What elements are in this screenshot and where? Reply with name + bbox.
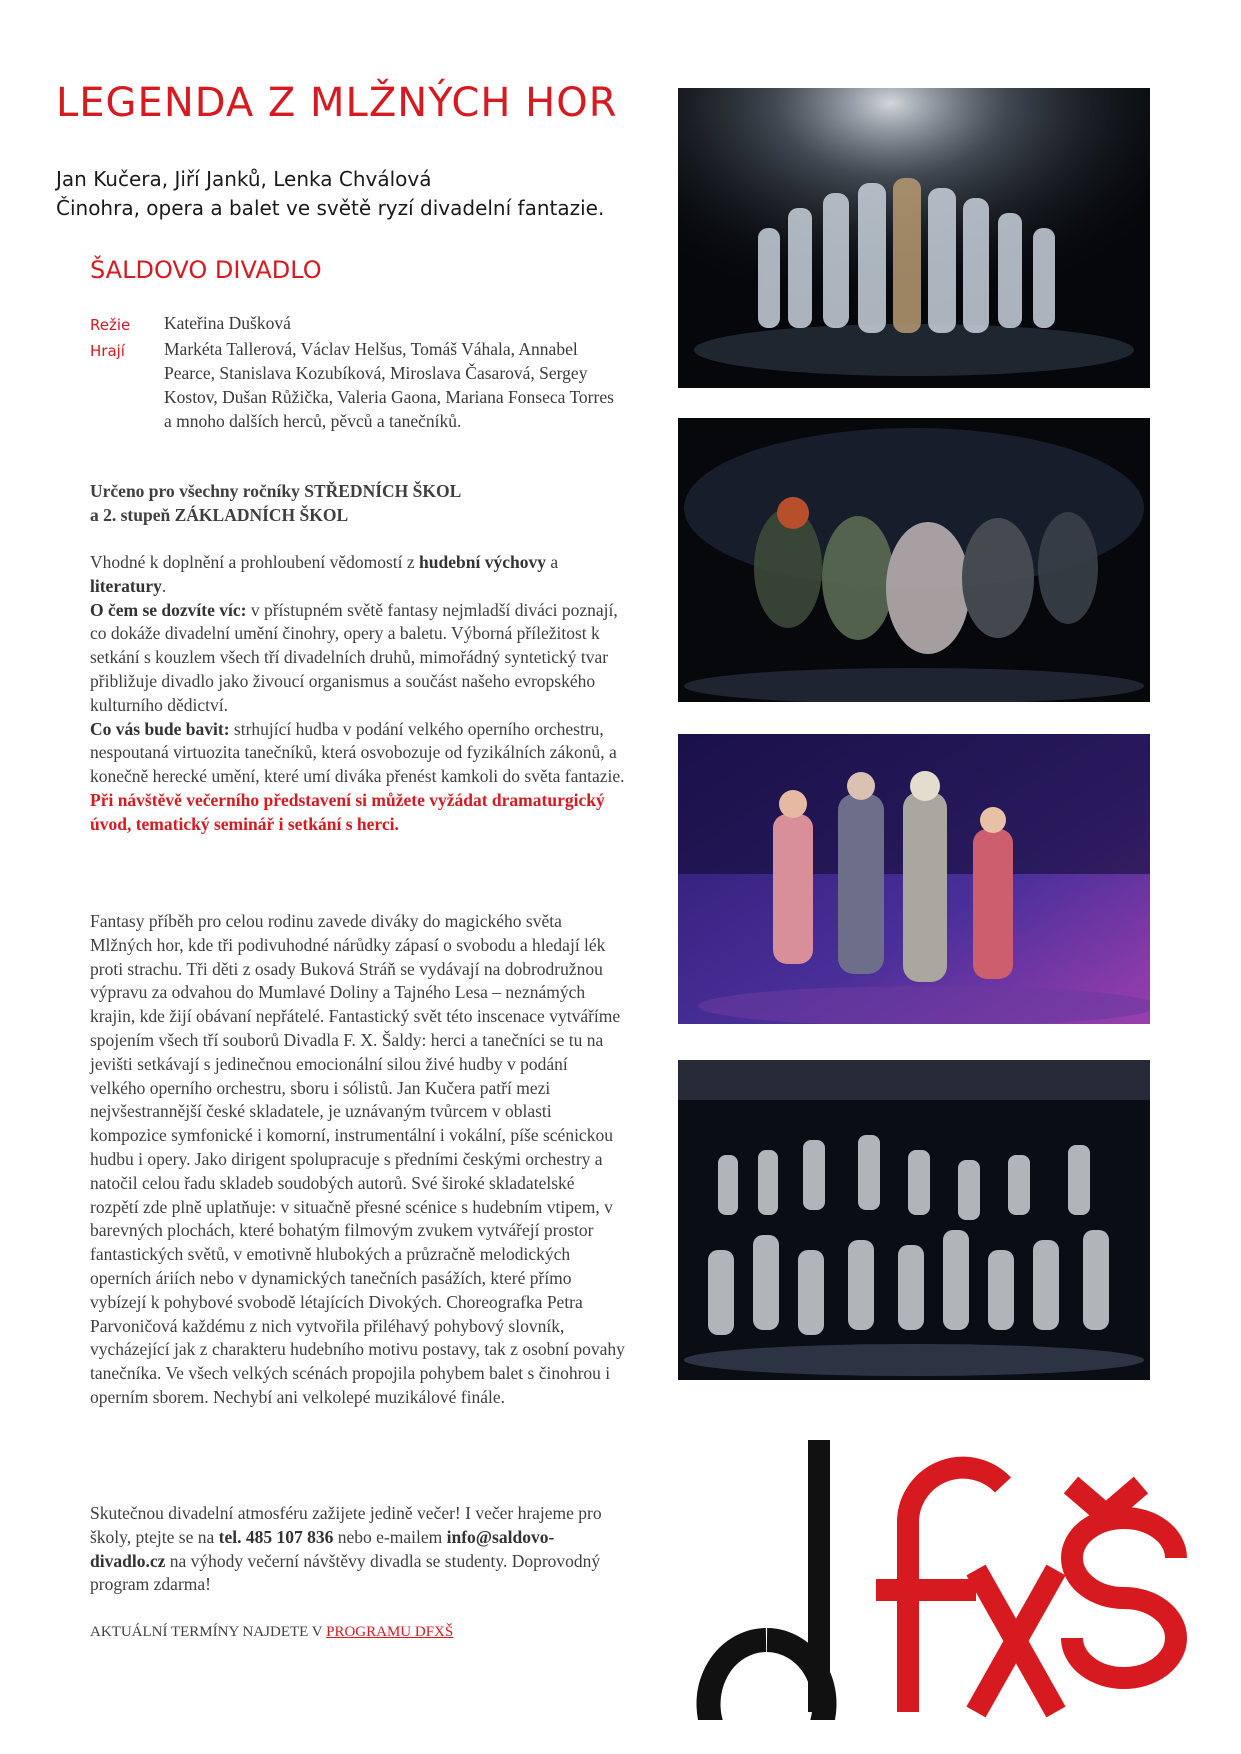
intro-text: Vhodné k doplnění a prohloubení vědomostí z <box>90 552 420 572</box>
stage-photo-4 <box>678 1060 1150 1380</box>
contact-text-mid: nebo e-mailem <box>333 1526 447 1547</box>
theatre-heading: ŠALDOVO DIVADLO <box>90 256 322 284</box>
credit-direction <box>90 311 620 337</box>
contact-phone[interactable]: tel. 485 107 836 <box>218 1526 334 1547</box>
contact-text-pre: Skutečnou divadelní atmosféru zažijete jedině večer! I večer hrajeme pro školy, ptejte se na <box>90 1503 602 1547</box>
intro-music: hudební výchovy <box>419 552 546 572</box>
story-paragraph: Fantasy příběh pro celou rodinu zavede diváky do magického světa Mlžných hor, kde tři podivuhodné nárůdky zápasí o svobodu a hledají lék proti strachu. Tři děti z osady Buková Stráň se vydávají na dobrodružnou výpravu za odvahou do Mumlavé Doliny a Tajného Lesa – neznámých krajin, kde žijí obávaní nepřátelé. Fantastický svět této inscenace vytváříme spojením všech tří souborů Divadla F. X. Šaldy: herci a tanečníci se tu na jevišti setkávají s jedinečnou emocionální silou živé hudby v podání velkého operního orchestru, sboru i sólistů. Jan Kučera patří mezi nejvšestrannější české skladatele, je uznávaným tvůrcem v oblasti kompozice symfonické i komorní, instrumentální i vokální, píše scénickou hudbu i opery. Jako dirigent spolupracuje s předními českými orchestry a natočil celou řadu skladeb soudobých autorů. Své široké skladatelské rozpětí zde plně uplatňuje: v situačně přesné scénice s hudebním vtipem, v barevných plochách, které bohatým filmovým zvukem vytvářejí prostor fantastických světů, v emotivně hlubokých a průzračně melodických operních áriích nebo v dynamických tanečních pasážích, které přímo vybízejí k pohybové svobodě létajících Divokých. Choreografka Petra Parvoničová každému z nich vytvořila přiléhavý pohybový slovník, vycházející jak z charakteru hudebního motivu postavy, tak z osobní povahy tanečníka. Ve všech velkých scénách propojila pohybem balet s činohrou i operním sborem. Nechybí ani velkolepé muzikálové finále. <box>90 911 625 1407</box>
stage-photo-2 <box>678 418 1150 702</box>
target-line-1: Určeno pro všechny ročníky STŘEDNÍCH ŠKOL <box>90 481 462 501</box>
stage-photo-3-image <box>678 734 1150 1024</box>
footer-text: AKTUÁLNÍ TERMÍNY NAJDETE V <box>90 1624 327 1640</box>
intro-literature: literatury <box>90 575 162 596</box>
logo-letters-fxs <box>876 1468 1176 1712</box>
subtitle <box>56 165 616 223</box>
stage-photo-4-image <box>678 1060 1150 1380</box>
stage-photo-2-image <box>678 418 1150 702</box>
stage-photo-1 <box>678 88 1150 388</box>
contact-email[interactable]: info@saldovo-divadlo.cz <box>90 1526 555 1571</box>
program-link[interactable]: PROGRAMU DFXŠ <box>326 1624 454 1640</box>
learn-text: v přístupném světě fantasy nejmladší diváci poznají, co dokáže divadelní umění činohry, opery a baletu. Výborná příležitost k setkání s kouzlem všech tří divadelních druhů, mimořádný syntetický tvar přibližuje divadlo jako živoucí organismus a součást našeho evropského kulturního dědictví. <box>90 599 618 715</box>
page-title: LEGENDA Z MLŽNÝCH HOR <box>56 80 618 126</box>
contact-text-post: na výhody večerní návštěvy divadla se studenty. Doprovodný program zdarma! <box>90 1550 601 1595</box>
stage-photo-1-image <box>678 88 1150 388</box>
dfxs-logo <box>676 1440 1206 1720</box>
stage-photo-3 <box>678 734 1150 1024</box>
intro-end: . <box>161 575 167 596</box>
cast-value: Markéta Tallerová, Václav Helšus, Tomáš Váhala, Annabel Pearce, Stanislava Kozubíková, Miroslava Časarová, Sergey Kostov, Dušan Růžička, Valeria Gaona, Mariana Fonseca Torres a mnoho dalších herců, pěvců a tanečníků. <box>164 339 614 431</box>
credit-cast <box>90 337 620 433</box>
fun-text: strhující hudba v podání velkého operního orchestru, nespoutaná virtuozita tanečníků, která osvobozuje od fyzikálních zákonů, a konečně herecké umění, které umí diváka přenést kamkoli do světa fantazie. <box>90 718 625 787</box>
educational-block <box>90 551 626 837</box>
target-audience <box>90 480 626 528</box>
intro-paragraph <box>90 551 626 599</box>
fun-paragraph <box>90 718 626 789</box>
credits <box>90 311 620 433</box>
logo-letter-d <box>709 1440 831 1720</box>
intro-and: a <box>545 552 559 572</box>
cast-label: Hrají <box>90 342 125 360</box>
tagline: Činohra, opera a balet ve světě ryzí divadelní fantazie. <box>56 196 605 220</box>
fun-label: Co vás bude bavit: <box>90 718 230 739</box>
learn-label: O čem se dozvíte víc: <box>90 599 247 620</box>
authors: Jan Kučera, Jiří Janků, Lenka Chválová <box>56 167 432 191</box>
request-paragraph: Při návštěvě večerního představení si můžete vyžádat dramaturgický úvod, tematický seminář i setkání s herci. <box>90 789 605 834</box>
direction-value: Kateřina Dušková <box>164 313 291 333</box>
footer-note <box>90 1624 453 1641</box>
target-line-2: a 2. stupeň ZÁKLADNÍCH ŠKOL <box>90 504 349 525</box>
direction-label: Režie <box>90 316 131 334</box>
learn-paragraph <box>90 599 626 718</box>
contact-paragraph <box>90 1502 626 1597</box>
